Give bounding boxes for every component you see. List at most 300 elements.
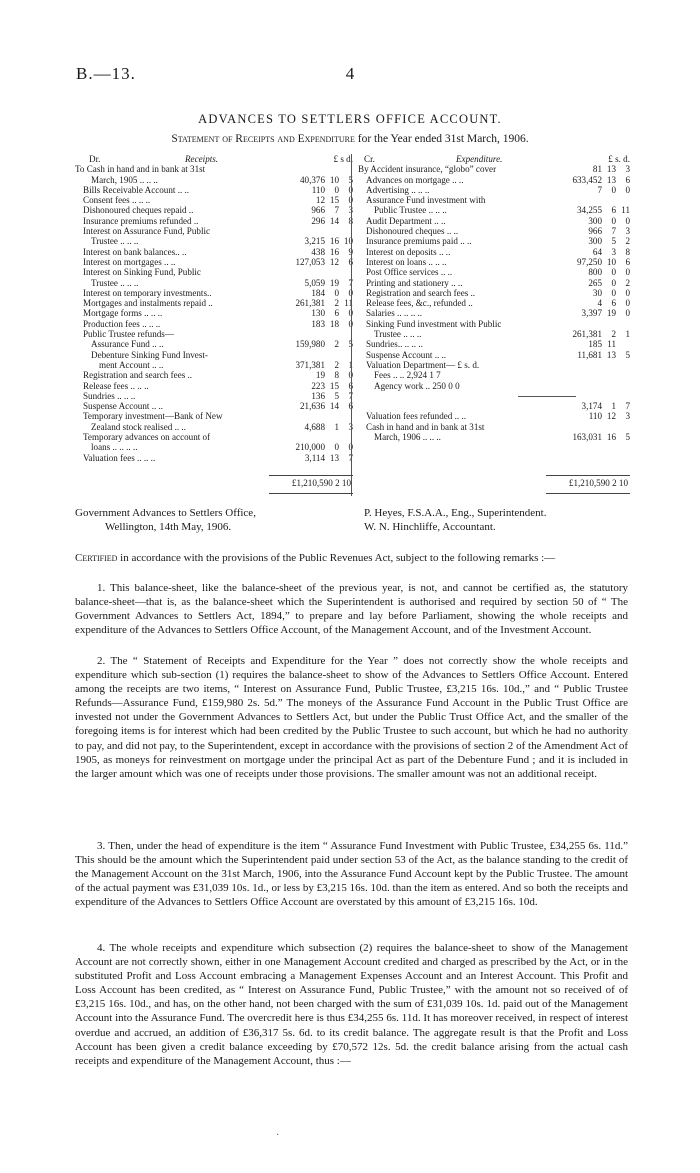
- certified-lead: Certified: [75, 552, 118, 564]
- row-amount: [273, 411, 353, 421]
- row-amount: [273, 391, 353, 401]
- row-amount: [550, 257, 630, 267]
- pence-value: 0: [348, 184, 353, 195]
- subtitle-lead: Statement of Receipts and Expenditure: [171, 133, 355, 145]
- row-amount: [273, 442, 353, 452]
- pence-value: 2: [625, 277, 630, 288]
- pounds-value: 265: [588, 277, 602, 288]
- row-amount: [550, 381, 630, 391]
- row-amount: [273, 319, 353, 329]
- receipts-row: [75, 288, 353, 298]
- expenditure-row: [358, 195, 630, 205]
- pounds-value: 300: [588, 215, 602, 226]
- row-label: Post Office services .. ..: [366, 267, 453, 278]
- officer-signatures: [364, 506, 546, 534]
- row-label: To Cash in hand and in bank at 31st: [75, 164, 206, 175]
- row-amount: [550, 205, 630, 215]
- expenditure-row: [358, 288, 630, 298]
- expenditure-row: [358, 401, 630, 411]
- row-label: Valuation fees refunded .. ..: [366, 411, 466, 422]
- expenditure-row: [358, 236, 630, 246]
- row-amount: [273, 339, 353, 349]
- shillings-value: 0: [334, 184, 339, 195]
- row-label: Cash in hand and in bank at 31st: [366, 421, 485, 432]
- row-label: Temporary advances on account of: [83, 432, 211, 443]
- pounds-value: 11,681: [577, 349, 602, 360]
- row-label: Interest on Sinking Fund, Public: [83, 267, 201, 278]
- row-label: Advances on mortgage .. ..: [366, 174, 464, 185]
- receipts-row: [75, 381, 353, 391]
- row-amount: [550, 216, 630, 226]
- receipts-row: [75, 185, 353, 195]
- row-amount: [550, 175, 630, 185]
- receipts-column: [75, 154, 353, 463]
- office-signature: [75, 506, 256, 534]
- row-amount: [273, 236, 353, 246]
- row-label: Insurance premiums paid .. ..: [366, 236, 472, 247]
- row-label: Interest on deposits .. ..: [366, 246, 451, 257]
- pence-value: 11: [344, 298, 353, 309]
- pounds-value: 183: [311, 318, 325, 329]
- receipts-row: [75, 236, 353, 246]
- receipts-row: [75, 401, 353, 411]
- row-label: Interest on loans .. .. ..: [366, 256, 447, 267]
- row-label: Temporary investment—Bank of New: [83, 411, 223, 422]
- shillings-value: 2: [334, 359, 339, 370]
- pounds-value: 371,381: [295, 359, 325, 370]
- row-amount: [273, 308, 353, 318]
- row-label: Insurance premiums refunded ..: [83, 215, 199, 226]
- row-amount: [273, 205, 353, 215]
- dr-label: Dr.: [89, 154, 101, 164]
- receipts-row: [75, 422, 353, 432]
- superintendent-line: P. Heyes, F.S.A.A., Eng., Superintendent.: [364, 507, 547, 519]
- shillings-value: 5: [334, 390, 339, 401]
- shillings-value: 10: [329, 174, 339, 185]
- pence-value: 3: [625, 411, 630, 422]
- pence-value: 3: [348, 205, 353, 216]
- row-label: Mortgage forms .. .. ..: [83, 308, 163, 319]
- row-label: By Accident insurance, “globo” cover: [358, 164, 497, 175]
- row-label: Assurance Fund investment with: [366, 195, 486, 206]
- shillings-value: 15: [329, 380, 339, 391]
- receipts-row: [75, 339, 353, 349]
- expenditure-row: [358, 360, 630, 370]
- shillings-value: 2: [334, 298, 339, 309]
- pence-value: 0: [348, 318, 353, 329]
- row-amount: [550, 360, 630, 370]
- pence-value: 6: [625, 256, 630, 267]
- pounds-value: 223: [311, 380, 325, 391]
- expenditure-row: [358, 298, 630, 308]
- receipts-row: [75, 216, 353, 226]
- pence-value: 7: [348, 277, 353, 288]
- pence-value: 5: [625, 432, 630, 443]
- row-label: Advertising .. .. ..: [366, 184, 430, 195]
- pence-value: 0: [348, 195, 353, 206]
- receipts-row: [75, 329, 353, 339]
- row-label: Release fees .. .. ..: [83, 380, 149, 391]
- row-label: Audit Department .. ..: [366, 215, 446, 226]
- row-amount: [273, 278, 353, 288]
- pounds-value: 110: [311, 184, 325, 195]
- pounds-value: 184: [311, 287, 325, 298]
- shillings-value: 12: [329, 256, 339, 267]
- pounds-value: 7: [597, 184, 602, 195]
- pounds-value: 97,250: [576, 256, 602, 267]
- pounds-value: 261,381: [572, 329, 602, 340]
- remark-paragraph-1: [75, 581, 628, 637]
- pounds-value: 210,000: [295, 442, 325, 453]
- row-amount: [273, 432, 353, 442]
- pounds-value: 64: [592, 246, 602, 257]
- pence-value: 9: [348, 246, 353, 257]
- expenditure-row: [358, 350, 630, 360]
- date-line: Wellington, 14th May, 1906.: [105, 521, 232, 533]
- expenditure-heading: Expenditure.: [456, 154, 503, 164]
- receipts-row: [75, 308, 353, 318]
- row-amount: [273, 298, 353, 308]
- pence-value: 2: [625, 236, 630, 247]
- pounds-value: 40,376: [299, 174, 325, 185]
- pounds-value: 163,031: [572, 432, 602, 443]
- row-amount: [273, 422, 353, 432]
- pounds-value: 4: [597, 298, 602, 309]
- row-amount: [550, 185, 630, 195]
- pence-value: 0: [625, 308, 630, 319]
- expenditure-row: [358, 278, 630, 288]
- pounds-value: 185: [588, 339, 602, 350]
- row-amount: [550, 370, 630, 380]
- pounds-value: 30: [592, 287, 602, 298]
- pounds-value: 296: [311, 215, 325, 226]
- pounds-value: 261,381: [295, 298, 325, 309]
- pence-value: 6: [348, 256, 353, 267]
- pence-value: 0: [348, 308, 353, 319]
- row-amount: [273, 164, 353, 174]
- row-amount: [550, 278, 630, 288]
- pence-value: 8: [625, 246, 630, 257]
- expenditure-row: [358, 381, 630, 391]
- shillings-value: 0: [334, 287, 339, 298]
- pence-value: 7: [348, 390, 353, 401]
- pounds-value: 966: [588, 226, 602, 237]
- row-amount: [273, 401, 353, 411]
- shillings-value: 2: [611, 329, 616, 340]
- shillings-value: 6: [611, 205, 616, 216]
- row-label: Sinking Fund investment with Public: [366, 318, 502, 329]
- row-amount: [273, 216, 353, 226]
- expenditure-header: [358, 154, 630, 164]
- expenditure-currency-heading: £ s. d.: [608, 154, 630, 164]
- row-amount: [550, 411, 630, 421]
- receipts-row: [75, 257, 353, 267]
- pounds-value: 3,397: [581, 308, 602, 319]
- remark-text-3: 3. Then, under the head of expenditure is the item “ Assurance Fund Investment with Public Trustee, £34,255 6s. 11d.” This should be the amount which the Superintendent paid under section 53 of the Act, as the balance standing to the credit of the Management Account on the 31st March, 1906, into the Assurance Fund Account kept by the Public Trustee. The amount of the actual payment was £31,039 10s. 1d., or less by £3,215 16s. 10d. than the item as entered. And so both the receipts and expenditure of the Advances to Settlers Office Account are overstated by this amount of £3,215 16s. 10d.: [75, 840, 628, 909]
- row-amount: [550, 329, 630, 339]
- expenditure-row: [358, 205, 630, 215]
- row-amount: [273, 247, 353, 257]
- pounds-value: 21,636: [299, 401, 325, 412]
- expenditure-row: [358, 339, 630, 349]
- row-label: Bills Receivable Account .. ..: [83, 184, 190, 195]
- row-label: Public Trustee refunds—: [83, 329, 174, 340]
- receipts-row: [75, 319, 353, 329]
- cr-label: Cr.: [364, 154, 375, 164]
- pence-value: 7: [348, 452, 353, 463]
- row-label: Valuation Department— £ s. d.: [366, 359, 480, 370]
- row-label: Suspense Account .. ..: [83, 401, 164, 412]
- row-amount: [550, 319, 630, 329]
- expenditure-row: [358, 216, 630, 226]
- row-label: March, 1905 .. .. ..: [91, 174, 158, 185]
- expenditure-row: [358, 432, 630, 442]
- row-amount: [550, 339, 630, 349]
- shillings-value: 0: [611, 267, 616, 278]
- row-amount: [550, 401, 630, 411]
- pence-value: 5: [348, 174, 353, 185]
- expenditure-row: [358, 329, 630, 339]
- accountant-line: W. N. Hinchliffe, Accountant.: [364, 521, 496, 533]
- remark-text-1: 1. This balance-sheet, like the balance-sheet of the previous year, is not, and cannot be certified as, the statutory balance-sheet—that is, as the balance-sheet which the Superintendent is authorised and required by section 50 of “ The Government Advances to Settlers Act, 1894,” to prepare and lay before Parliament, showing the whole receipts and expenditure of the Advances to Settlers Office Account, of the Management Account, and of the Investment Account.: [75, 582, 628, 637]
- row-label: Agency work .. 250 0 0: [374, 380, 460, 391]
- row-amount: [550, 226, 630, 236]
- pounds-value: 800: [588, 267, 602, 278]
- pence-value: 3: [625, 226, 630, 237]
- shillings-value: 1: [611, 401, 616, 412]
- expenditure-row: [358, 422, 630, 432]
- document-title: ADVANCES TO SETTLERS OFFICE ACCOUNT.: [198, 112, 502, 126]
- row-label: Valuation fees .. .. ..: [83, 452, 156, 463]
- shillings-value: 8: [334, 370, 339, 381]
- row-amount: [550, 422, 630, 432]
- row-amount: [550, 247, 630, 257]
- shillings-value: 13: [606, 174, 616, 185]
- row-label: Dishonoured cheques .. ..: [366, 226, 459, 237]
- pence-value: 6: [625, 174, 630, 185]
- receipts-header: [75, 154, 353, 164]
- pence-value: 6: [348, 380, 353, 391]
- receipts-row: [75, 195, 353, 205]
- pence-value: 0: [348, 370, 353, 381]
- row-amount: [273, 226, 353, 236]
- row-label: Zealand stock realised .. ..: [91, 421, 186, 432]
- receipts-row: [75, 370, 353, 380]
- shillings-value: 0: [611, 287, 616, 298]
- pence-value: 5: [348, 339, 353, 350]
- row-label: Sundries.. .. .. ..: [366, 339, 423, 350]
- pence-value: 1: [348, 359, 353, 370]
- row-label: Mortgages and instalments repaid ..: [83, 298, 213, 309]
- row-amount: [273, 370, 353, 380]
- row-label: Interest on Assurance Fund, Public: [83, 226, 211, 237]
- pence-value: 11: [621, 205, 630, 216]
- remark-text-4: 4. The whole receipts and expenditure which subsection (2) requires the balance-sheet to show of the Management Account are not correctly shown, either in one Management Account credited and charged as prescribed by the Act, or in the substituted Profit and Loss Account embracing a Management Expenses Account and an Interest Account. This Profit and Loss Account has been credited, as “ Interest on Assurance Fund, Public Trustee,” with the amount not so received of of £3,215 16s. 10d., and has, on the other hand, not been charged with the sum of £31,039 10s. 1d. paid out of the Management Account into the Assurance Fund. The overcredit here is thus £34,255 6s. 11d. It has moreover received, in respect of interest overdue and accrued, an addition of £36,317 5s. 6d. to its credit balance. The aggregate result is that the Profit and Loss Account has been given a credit balance exceeding by £70,572 12s. 5d. the credit balance arising from the actual cash receipts and expenditure of the Management Account, thus :—: [75, 942, 628, 1067]
- pounds-value: 136: [311, 390, 325, 401]
- row-label: loans .. .. .. ..: [91, 442, 138, 453]
- pence-value: 0: [625, 184, 630, 195]
- row-label: Suspense Account .. ..: [366, 349, 447, 360]
- expenditure-total-rule: [546, 475, 630, 476]
- receipts-row: [75, 432, 353, 442]
- row-amount: [273, 329, 353, 339]
- pence-value: 7: [625, 401, 630, 412]
- shillings-value: 7: [611, 226, 616, 237]
- shillings-value: 0: [611, 277, 616, 288]
- pence-value: 0: [625, 267, 630, 278]
- expenditure-row: [358, 247, 630, 257]
- pounds-value: 19: [315, 370, 325, 381]
- pence-value: 0: [625, 287, 630, 298]
- shillings-value: 14: [329, 401, 339, 412]
- shillings-value: 14: [329, 215, 339, 226]
- row-label: Trustee .. .. ..: [91, 277, 139, 288]
- receipts-row: [75, 164, 353, 174]
- row-amount: [273, 175, 353, 185]
- shillings-value: 10: [606, 256, 616, 267]
- expenditure-row: [358, 164, 630, 174]
- expenditure-total-underline: [546, 493, 630, 494]
- row-label: Trustee .. .. ..: [91, 236, 139, 247]
- page-reference: B.—13.: [76, 64, 136, 83]
- column-divider: [351, 154, 352, 496]
- shillings-value: 15: [329, 195, 339, 206]
- row-amount: [550, 288, 630, 298]
- row-amount: [273, 453, 353, 463]
- row-label: Consent fees .. .. ..: [83, 195, 151, 206]
- expenditure-row: [358, 391, 630, 401]
- certified-text: in accordance with the provisions of the Public Revenues Act, subject to the following remarks :—: [117, 552, 556, 564]
- pence-value: 0: [348, 442, 353, 453]
- expenditure-row: [358, 226, 630, 236]
- row-label: Debenture Sinking Fund Invest-: [91, 349, 208, 360]
- row-amount: [273, 360, 353, 370]
- pounds-value: 633,452: [572, 174, 602, 185]
- row-label: Printing and stationery .. ..: [366, 277, 463, 288]
- row-amount: [273, 267, 353, 277]
- row-label: Interest on temporary investments..: [83, 287, 212, 298]
- pence-value: 10: [343, 236, 353, 247]
- page-number: 4: [345, 64, 355, 83]
- pence-value: 6: [348, 401, 353, 412]
- receipts-total-rule: [269, 475, 353, 476]
- row-amount: [273, 288, 353, 298]
- receipts-row: [75, 267, 353, 277]
- row-label: Sundries .. .. ..: [83, 390, 136, 401]
- subtitle-rest: for the Year ended 31st March, 1906.: [357, 133, 529, 145]
- pounds-value: 159,980: [295, 339, 325, 350]
- row-amount: [550, 432, 630, 442]
- pounds-value: 110: [588, 411, 602, 422]
- row-amount: [550, 164, 630, 174]
- row-label: Registration and search fees ..: [83, 370, 193, 381]
- receipts-rows: [75, 164, 353, 463]
- row-amount: [273, 381, 353, 391]
- shillings-value: 18: [329, 318, 339, 329]
- subtotal-rule: [518, 396, 576, 397]
- shillings-value: 13: [606, 349, 616, 360]
- receipts-row: [75, 205, 353, 215]
- row-amount: [550, 236, 630, 246]
- row-label: Salaries .. .. .. ..: [366, 308, 423, 319]
- shillings-value: 11: [607, 339, 616, 350]
- receipts-currency-heading: £ s d.: [333, 154, 353, 164]
- shillings-value: 19: [606, 308, 616, 319]
- receipts-row: [75, 360, 353, 370]
- pence-value: 8: [348, 215, 353, 226]
- pounds-value: 966: [311, 205, 325, 216]
- pounds-value: 127,053: [295, 256, 325, 267]
- receipts-row: [75, 453, 353, 463]
- expenditure-row: [358, 257, 630, 267]
- remark-paragraph-2: [75, 654, 628, 781]
- shillings-value: 0: [334, 442, 339, 453]
- receipts-row: [75, 411, 353, 421]
- remark-paragraph-4: [75, 941, 628, 1068]
- shillings-value: 3: [611, 246, 616, 257]
- pence-value: 3: [348, 421, 353, 432]
- pounds-value: 3,114: [304, 452, 325, 463]
- row-amount: [273, 195, 353, 205]
- receipts-total-underline: [269, 493, 353, 494]
- row-label: Trustee .. .. ..: [374, 329, 422, 340]
- remark-paragraph-3: [75, 839, 628, 909]
- shillings-value: 6: [334, 308, 339, 319]
- receipts-row: [75, 391, 353, 401]
- row-label: Release fees, &c., refunded ..: [366, 298, 473, 309]
- receipts-row: [75, 298, 353, 308]
- row-amount: [550, 298, 630, 308]
- expenditure-row: [358, 319, 630, 329]
- shillings-value: 0: [611, 215, 616, 226]
- page-speck: ·: [276, 1130, 280, 1141]
- row-amount: [550, 195, 630, 205]
- row-amount: [550, 267, 630, 277]
- row-label: Production fees .. .. ..: [83, 318, 161, 329]
- shillings-value: 5: [611, 236, 616, 247]
- shillings-value: 0: [611, 184, 616, 195]
- row-label: Registration and search fees ..: [366, 287, 476, 298]
- receipts-row: [75, 278, 353, 288]
- shillings-value: 16: [329, 246, 339, 257]
- shillings-value: 7: [334, 205, 339, 216]
- pence-value: 0: [348, 287, 353, 298]
- row-label: March, 1906 .. .. ..: [374, 432, 441, 443]
- certified-statement: [75, 551, 628, 565]
- receipts-row: [75, 175, 353, 185]
- receipts-total: £1,210,590 2 10: [291, 478, 351, 488]
- pounds-value: 300: [588, 236, 602, 247]
- pence-value: 5: [625, 349, 630, 360]
- shillings-value: 13: [606, 164, 616, 175]
- remark-text-2: 2. The “ Statement of Receipts and Expenditure for the Year ” does not correctly show the whole receipts and expenditure which sub-section (1) requires the balance-sheet to show of the Advances to Settlers Office Account. Entered among the receipts are two items, “ Interest on Assurance Fund, Public Trustee, £3,215 16s. 10d.,” and “ Public Trustee Refunds—Assurance Fund, £159,980 2s. 5d.” The moneys of the Assurance Fund Account in the Public Trust Office are invested not under the Government Advances to Settlers Act, but under the Public Trust Office Act, and the smaller of the foregoing items is for interest which had been credited by the Public Trustee to such account, but which he had no authority to pay, and did not pay, to the Superintendent, except in accordance with the provisions of section 2 of the Amendment Act of 1905, as moneys for reinvestment on mortgage under the principal Act as part of the Debenture Fund ; and it is included in the larger amount which was one of receipts under those provisions. The smaller amount was not an additional receipt.: [75, 655, 628, 780]
- expenditure-row: [358, 175, 630, 185]
- pounds-value: 438: [311, 246, 325, 257]
- receipts-row: [75, 247, 353, 257]
- shillings-value: 6: [611, 298, 616, 309]
- receipts-row: [75, 350, 353, 360]
- expenditure-total: £1,210,590 2 10: [568, 478, 628, 488]
- pence-value: 0: [625, 215, 630, 226]
- receipts-row: [75, 226, 353, 236]
- pounds-value: 81: [592, 164, 602, 175]
- row-amount: [273, 185, 353, 195]
- row-label: ment Account .. ..: [99, 359, 164, 370]
- expenditure-row: [358, 267, 630, 277]
- shillings-value: 13: [329, 452, 339, 463]
- row-label: Interest on mortgages .. ..: [83, 256, 176, 267]
- expenditure-row: [358, 370, 630, 380]
